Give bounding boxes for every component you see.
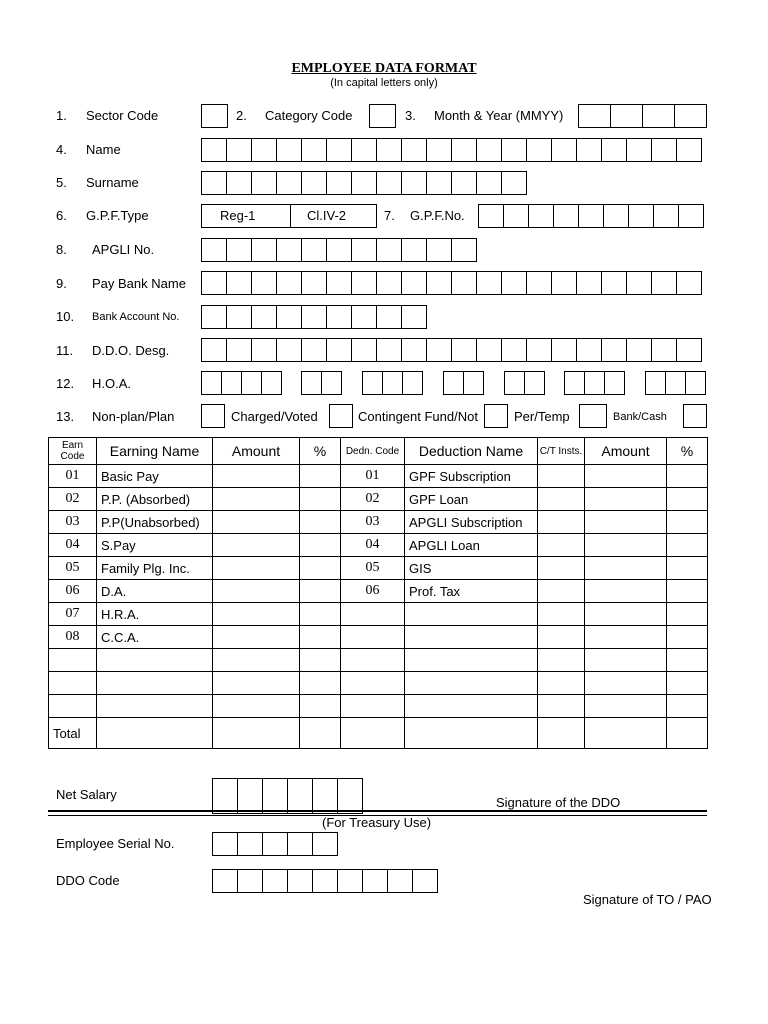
deduction-name[interactable]: [405, 649, 538, 672]
signature-to-label: Signature of TO / PAO: [583, 892, 712, 907]
hoa-group-3[interactable]: [362, 371, 423, 395]
deduction-name: APGLI Subscription: [405, 511, 538, 534]
dedn-code: 05: [341, 557, 405, 580]
surname-boxes[interactable]: [201, 171, 527, 195]
apgli-no-label: APGLI No.: [92, 242, 155, 257]
gpf-type-options[interactable]: [201, 204, 377, 228]
hoa-group-6[interactable]: [564, 371, 625, 395]
pay-bank-boxes[interactable]: [201, 271, 702, 295]
dedn-code-header: Dedn. Code: [341, 438, 405, 465]
earning-name-header: Earning Name: [97, 438, 213, 465]
dedn-code: [341, 603, 405, 626]
dedn-code: [341, 626, 405, 649]
category-code-label: Category Code: [265, 108, 353, 123]
table-row: [49, 534, 708, 557]
contingent-fund-box[interactable]: [484, 404, 508, 428]
ct-insts-cell[interactable]: [538, 695, 585, 718]
table-row: [49, 695, 708, 718]
amount-cell[interactable]: [213, 672, 300, 695]
total-cell[interactable]: [300, 718, 341, 749]
earning-name: D.A.: [97, 580, 213, 603]
amount-cell[interactable]: [213, 649, 300, 672]
amount-cell[interactable]: [585, 534, 667, 557]
percent-cell[interactable]: [667, 672, 708, 695]
percent-cell[interactable]: [667, 695, 708, 718]
table-row: [49, 672, 708, 695]
amount-header: Amount: [213, 438, 300, 465]
hoa-group-5[interactable]: [504, 371, 545, 395]
ddo-code-boxes[interactable]: [212, 869, 438, 893]
total-cell[interactable]: [585, 718, 667, 749]
percent-cell[interactable]: [300, 603, 341, 626]
field-number: 6.: [56, 208, 67, 223]
bank-account-label: Bank Account No.: [92, 311, 180, 323]
percent-cell[interactable]: [300, 580, 341, 603]
percent-cell[interactable]: [300, 557, 341, 580]
percent-cell[interactable]: [667, 580, 708, 603]
amount-cell[interactable]: [585, 511, 667, 534]
table-row: [49, 603, 708, 626]
dedn-code[interactable]: [341, 695, 405, 718]
total-cell[interactable]: [97, 718, 213, 749]
signature-ddo-label: Signature of the DDO: [496, 795, 621, 810]
earning-name: Family Plg. Inc.: [97, 557, 213, 580]
amount-cell[interactable]: [213, 488, 300, 511]
field-number: 7.: [384, 208, 395, 223]
amount-cell[interactable]: [213, 534, 300, 557]
form-title: EMPLOYEE DATA FORMAT: [291, 61, 477, 76]
amount-cell[interactable]: [213, 695, 300, 718]
earn-code[interactable]: [49, 649, 97, 672]
percent-cell[interactable]: [667, 488, 708, 511]
deduction-name: GIS: [405, 557, 538, 580]
bank-cash-box[interactable]: [683, 404, 707, 428]
per-temp-box[interactable]: [579, 404, 607, 428]
total-cell[interactable]: [341, 718, 405, 749]
amount-cell[interactable]: [585, 649, 667, 672]
earn-code: 08: [49, 626, 97, 649]
amount-cell[interactable]: [585, 603, 667, 626]
nonplan-plan-box[interactable]: [201, 404, 225, 428]
percent-cell[interactable]: [300, 488, 341, 511]
deduction-name: Prof. Tax: [405, 580, 538, 603]
percent-cell[interactable]: [300, 649, 341, 672]
percent-cell[interactable]: [667, 603, 708, 626]
ct-insts-header: C/T Insts.: [538, 438, 585, 465]
table-row: [49, 580, 708, 603]
total-cell[interactable]: [538, 718, 585, 749]
bank-account-boxes[interactable]: [201, 305, 427, 329]
ct-insts-cell[interactable]: [538, 534, 585, 557]
total-cell[interactable]: [213, 718, 300, 749]
percent-cell[interactable]: [300, 672, 341, 695]
total-cell[interactable]: [405, 718, 538, 749]
earn-code[interactable]: [49, 695, 97, 718]
ct-insts-cell[interactable]: [538, 557, 585, 580]
earn-code: 03: [49, 511, 97, 534]
amount-cell[interactable]: [213, 603, 300, 626]
gpf-type-label: G.P.F.Type: [86, 208, 149, 223]
ct-insts-cell[interactable]: [538, 649, 585, 672]
ct-insts-cell[interactable]: [538, 465, 585, 488]
percent-header: %: [300, 438, 341, 465]
name-label: Name: [86, 142, 121, 157]
percent-cell[interactable]: [300, 465, 341, 488]
earning-name: P.P. (Absorbed): [97, 488, 213, 511]
ddo-desg-label: D.D.O. Desg.: [92, 343, 170, 358]
per-temp-label: Per/Temp: [514, 409, 570, 424]
dedn-code[interactable]: [341, 649, 405, 672]
amount-cell[interactable]: [585, 557, 667, 580]
amount-cell[interactable]: [585, 695, 667, 718]
amount-header: Amount: [585, 438, 667, 465]
field-number: 4.: [56, 142, 67, 157]
earnings-deductions-table: [48, 437, 708, 749]
amount-cell[interactable]: [585, 465, 667, 488]
earn-code-header: Earn Code: [49, 438, 97, 465]
hoa-group-7[interactable]: [645, 371, 706, 395]
ct-insts-cell[interactable]: [538, 580, 585, 603]
field-number: 8.: [56, 242, 67, 257]
gpf-option-cl4[interactable]: Cl.IV-2: [307, 208, 347, 223]
field-number: 9.: [56, 276, 67, 291]
ct-insts-cell[interactable]: [538, 626, 585, 649]
field-number: 1.: [56, 108, 67, 123]
percent-cell[interactable]: [667, 626, 708, 649]
pay-bank-label: Pay Bank Name: [92, 276, 186, 291]
earning-name[interactable]: [97, 672, 213, 695]
sector-code-box[interactable]: [201, 104, 228, 128]
earn-code: 02: [49, 488, 97, 511]
earning-name: H.R.A.: [97, 603, 213, 626]
month-year-boxes[interactable]: [578, 104, 707, 128]
field-number: 11.: [56, 343, 74, 358]
table-row: [49, 649, 708, 672]
category-code-box[interactable]: [369, 104, 396, 128]
total-cell[interactable]: [667, 718, 708, 749]
ct-insts-cell[interactable]: [538, 603, 585, 626]
table-row: [49, 557, 708, 580]
hoa-label: H.O.A.: [92, 376, 132, 391]
sector-code-label: Sector Code: [86, 108, 159, 123]
deduction-name: GPF Loan: [405, 488, 538, 511]
apgli-no-boxes[interactable]: [201, 238, 477, 262]
table-row: [49, 465, 708, 488]
field-number: 5.: [56, 175, 67, 190]
table-row: [49, 626, 708, 649]
deduction-name: GPF Subscription: [405, 465, 538, 488]
month-year-label: Month & Year (MMYY): [434, 108, 564, 123]
earning-name[interactable]: [97, 649, 213, 672]
deduction-name[interactable]: [405, 672, 538, 695]
earn-code: 04: [49, 534, 97, 557]
deduction-name: [405, 626, 538, 649]
percent-cell[interactable]: [667, 511, 708, 534]
net-salary-boxes[interactable]: [212, 778, 363, 814]
dedn-code: 01: [341, 465, 405, 488]
percent-cell[interactable]: [300, 511, 341, 534]
form-subtitle: (In capital letters only): [330, 77, 438, 89]
earn-code: 06: [49, 580, 97, 603]
ct-insts-cell[interactable]: [538, 488, 585, 511]
table-header-row: [49, 438, 708, 465]
ct-insts-cell[interactable]: [538, 672, 585, 695]
earning-name[interactable]: [97, 695, 213, 718]
dedn-code: 04: [341, 534, 405, 557]
charged-voted-box[interactable]: [329, 404, 353, 428]
table-row: [49, 511, 708, 534]
dedn-code: 06: [341, 580, 405, 603]
percent-cell[interactable]: [300, 626, 341, 649]
earn-code[interactable]: [49, 672, 97, 695]
employee-serial-boxes[interactable]: [212, 832, 338, 856]
contingent-fund-label: Contingent Fund/Not: [358, 409, 478, 424]
dedn-code: 02: [341, 488, 405, 511]
hoa-group-1[interactable]: [201, 371, 282, 395]
deduction-name-header: Deduction Name: [405, 438, 538, 465]
amount-cell[interactable]: [585, 672, 667, 695]
earn-code: 07: [49, 603, 97, 626]
amount-cell[interactable]: [213, 626, 300, 649]
percent-cell[interactable]: [667, 534, 708, 557]
field-number: 3.: [405, 108, 416, 123]
earn-code: 01: [49, 465, 97, 488]
treasury-use-label: (For Treasury Use): [322, 815, 432, 830]
dedn-code[interactable]: [341, 672, 405, 695]
nonplan-plan-label: Non-plan/Plan: [92, 409, 175, 424]
percent-cell[interactable]: [300, 534, 341, 557]
name-boxes[interactable]: [201, 138, 702, 162]
earn-code: 05: [49, 557, 97, 580]
percent-cell[interactable]: [667, 649, 708, 672]
employee-serial-label: Employee Serial No.: [56, 836, 175, 851]
amount-cell[interactable]: [585, 626, 667, 649]
field-number: 12.: [56, 376, 75, 391]
total-label: Total: [49, 718, 97, 749]
amount-cell[interactable]: [213, 465, 300, 488]
amount-cell[interactable]: [585, 580, 667, 603]
ddo-code-label: DDO Code: [56, 873, 120, 888]
percent-header: %: [667, 438, 708, 465]
charged-voted-label: Charged/Voted: [231, 409, 318, 424]
amount-cell[interactable]: [213, 511, 300, 534]
earning-name: Basic Pay: [97, 465, 213, 488]
amount-cell[interactable]: [213, 580, 300, 603]
field-number: 10.: [56, 309, 75, 324]
hoa-group-4[interactable]: [443, 371, 484, 395]
gpf-option-reg[interactable]: Reg-1: [220, 208, 256, 223]
percent-cell[interactable]: [667, 557, 708, 580]
percent-cell[interactable]: [667, 465, 708, 488]
deduction-name: APGLI Loan: [405, 534, 538, 557]
net-salary-label: Net Salary: [56, 787, 117, 802]
gpf-no-boxes[interactable]: [478, 204, 704, 228]
field-number: 2.: [236, 108, 247, 123]
field-number: 13.: [56, 409, 75, 424]
earning-name: S.Pay: [97, 534, 213, 557]
table-row: [49, 488, 708, 511]
gpf-no-label: G.P.F.No.: [410, 208, 465, 223]
earning-name: P.P(Unabsorbed): [97, 511, 213, 534]
ct-insts-cell[interactable]: [538, 511, 585, 534]
earning-name: C.C.A.: [97, 626, 213, 649]
percent-cell[interactable]: [300, 695, 341, 718]
amount-cell[interactable]: [213, 557, 300, 580]
hoa-group-2[interactable]: [301, 371, 342, 395]
total-row: [49, 718, 708, 749]
surname-label: Surname: [86, 175, 139, 190]
bank-cash-label: Bank/Cash: [613, 411, 667, 423]
ddo-desg-boxes[interactable]: [201, 338, 702, 362]
dedn-code: 03: [341, 511, 405, 534]
deduction-name: [405, 603, 538, 626]
amount-cell[interactable]: [585, 488, 667, 511]
deduction-name[interactable]: [405, 695, 538, 718]
